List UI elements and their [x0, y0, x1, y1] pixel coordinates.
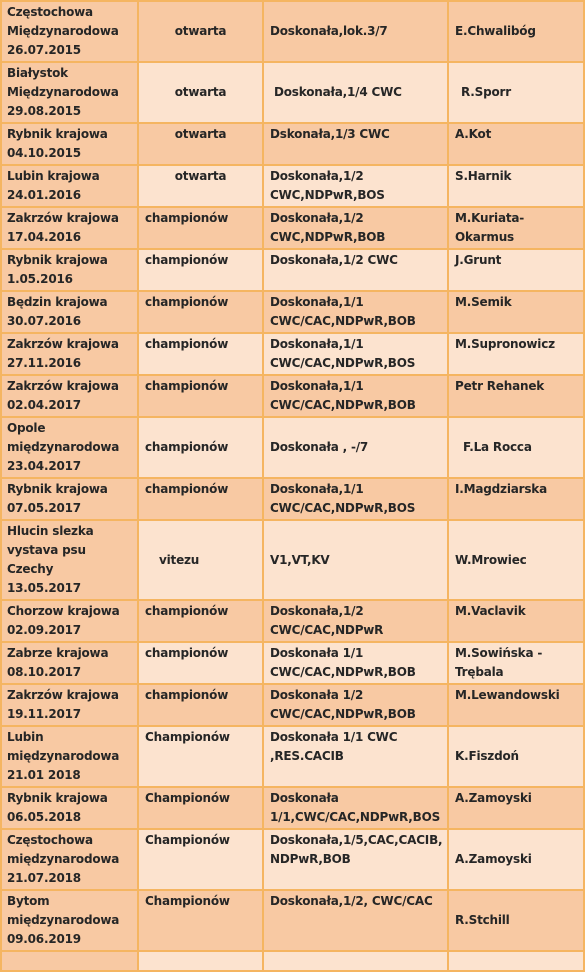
- class-cell: Championów: [138, 890, 263, 951]
- rating-cell: Doskonała 1/1,CWC/CAC,NDPwR,BOS: [263, 787, 448, 829]
- rating-cell: Doskonała,1/1 CWC/CAC,NDPwR,BOB: [263, 375, 448, 417]
- class-cell: otwarta: [138, 62, 263, 123]
- judge-cell: S.Harnik: [448, 165, 584, 207]
- show-cell: Zakrzów krajowa 02.04.2017: [1, 375, 138, 417]
- class-cell: Championów: [138, 829, 263, 890]
- class-cell: championów: [138, 642, 263, 684]
- judge-cell: M.Sowińska - Trębala: [448, 642, 584, 684]
- show-cell: Zakrzów krajowa 19.11.2017: [1, 684, 138, 726]
- show-cell: Opole międzynarodowa 23.04.2017: [1, 417, 138, 478]
- show-cell: Rybnik krajowa 04.10.2015: [1, 123, 138, 165]
- table-row: [1, 207, 584, 249]
- judge-cell: Petr Rehanek: [448, 375, 584, 417]
- rating-cell: [263, 951, 448, 971]
- show-cell: Rybnik krajowa 07.05.2017: [1, 478, 138, 520]
- table-row: [1, 291, 584, 333]
- judge-cell: M.Semik: [448, 291, 584, 333]
- table-row: [1, 726, 584, 787]
- table-row: [1, 600, 584, 642]
- class-cell: Championów: [138, 787, 263, 829]
- rating-cell: Doskonała,1/2, CWC/CAC: [263, 890, 448, 951]
- judge-cell: A.Zamoyski: [448, 829, 584, 890]
- judge-cell: R.Sporr: [448, 62, 584, 123]
- judge-cell: I.Magdziarska: [448, 478, 584, 520]
- class-cell: championów: [138, 207, 263, 249]
- table-row: [1, 520, 584, 600]
- show-cell: Rybnik krajowa 06.05.2018: [1, 787, 138, 829]
- table-row: [1, 375, 584, 417]
- table-row: [1, 1, 584, 62]
- show-cell: Zakrzów krajowa 17.04.2016: [1, 207, 138, 249]
- show-cell: Hlucin slezka vystava psu Czechy 13.05.2017: [1, 520, 138, 600]
- judge-cell: M.Vaclavik: [448, 600, 584, 642]
- show-cell: Będzin krajowa 30.07.2016: [1, 291, 138, 333]
- rating-cell: Doskonała,1/2 CWC,NDPwR,BOS: [263, 165, 448, 207]
- rating-cell: Doskonała,1/5,CAC,CACIB, NDPwR,BOB: [263, 829, 448, 890]
- class-cell: otwarta: [138, 165, 263, 207]
- judge-cell: E.Chwalibóg: [448, 1, 584, 62]
- class-cell: championów: [138, 333, 263, 375]
- table-row: [1, 123, 584, 165]
- table-row: [1, 333, 584, 375]
- class-cell: championów: [138, 684, 263, 726]
- show-cell: Bytom międzynarodowa 09.06.2019: [1, 890, 138, 951]
- show-cell: Zakrzów krajowa 27.11.2016: [1, 333, 138, 375]
- rating-cell: Doskonała 1/1 CWC/CAC,NDPwR,BOB: [263, 642, 448, 684]
- class-cell: championów: [138, 417, 263, 478]
- class-cell: championów: [138, 478, 263, 520]
- judge-cell: K.Fiszdoń: [448, 726, 584, 787]
- rating-cell: Doskonała,1/1 CWC/CAC,NDPwR,BOS: [263, 333, 448, 375]
- judge-cell: R.Stchill: [448, 890, 584, 951]
- judge-cell: J.Grunt: [448, 249, 584, 291]
- class-cell: [138, 951, 263, 971]
- rating-cell: Doskonała,1/1 CWC/CAC,NDPwR,BOS: [263, 478, 448, 520]
- judge-cell: M.Lewandowski: [448, 684, 584, 726]
- table-row: [1, 62, 584, 123]
- table-row: [1, 642, 584, 684]
- class-cell: championów: [138, 375, 263, 417]
- judge-cell: [448, 951, 584, 971]
- rating-cell: V1,VT,KV: [263, 520, 448, 600]
- table-row: [1, 829, 584, 890]
- show-cell: Częstochowa międzynarodowa 21.07.2018: [1, 829, 138, 890]
- rating-cell: Doskonała,lok.3/7: [263, 1, 448, 62]
- rating-cell: Doskonała 1/1 CWC ,RES.CACIB: [263, 726, 448, 787]
- table-row: [1, 478, 584, 520]
- judge-cell: W.Mrowiec: [448, 520, 584, 600]
- table-row: [1, 951, 584, 971]
- judge-cell: M.Kuriata-Okarmus: [448, 207, 584, 249]
- rating-cell: Doskonała,1/2 CWC: [263, 249, 448, 291]
- rating-cell: Doskonała,1/2 CWC,NDPwR,BOB: [263, 207, 448, 249]
- show-cell: Zabrze krajowa 08.10.2017: [1, 642, 138, 684]
- show-cell: [1, 951, 138, 971]
- class-cell: championów: [138, 249, 263, 291]
- rating-cell: Doskonała,1/1 CWC/CAC,NDPwR,BOB: [263, 291, 448, 333]
- show-cell: Chorzow krajowa 02.09.2017: [1, 600, 138, 642]
- class-cell: otwarta: [138, 123, 263, 165]
- show-cell: Częstochowa Międzynarodowa 26.07.2015: [1, 1, 138, 62]
- class-cell: championów: [138, 291, 263, 333]
- table-row: [1, 249, 584, 291]
- table-row: [1, 417, 584, 478]
- class-cell: otwarta: [138, 1, 263, 62]
- show-cell: Białystok Międzynarodowa 29.08.2015: [1, 62, 138, 123]
- show-cell: Rybnik krajowa 1.05.2016: [1, 249, 138, 291]
- judge-cell: A.Kot: [448, 123, 584, 165]
- rating-cell: Doskonała , -/7: [263, 417, 448, 478]
- rating-cell: Dskonała,1/3 CWC: [263, 123, 448, 165]
- judge-cell: F.La Rocca: [448, 417, 584, 478]
- rating-cell: Doskonała,1/2 CWC/CAC,NDPwR: [263, 600, 448, 642]
- rating-cell: Doskonała,1/4 CWC: [263, 62, 448, 123]
- class-cell: championów: [138, 600, 263, 642]
- rating-cell: Doskonała 1/2 CWC/CAC,NDPwR,BOB: [263, 684, 448, 726]
- table-row: [1, 787, 584, 829]
- show-cell: Lubin międzynarodowa 21.01 2018: [1, 726, 138, 787]
- table-row: [1, 890, 584, 951]
- show-cell: Lubin krajowa 24.01.2016: [1, 165, 138, 207]
- judge-cell: A.Zamoyski: [448, 787, 584, 829]
- judge-cell: M.Supronowicz: [448, 333, 584, 375]
- table-row: [1, 684, 584, 726]
- class-cell: Championów: [138, 726, 263, 787]
- table-row: [1, 165, 584, 207]
- class-cell: vitezu: [138, 520, 263, 600]
